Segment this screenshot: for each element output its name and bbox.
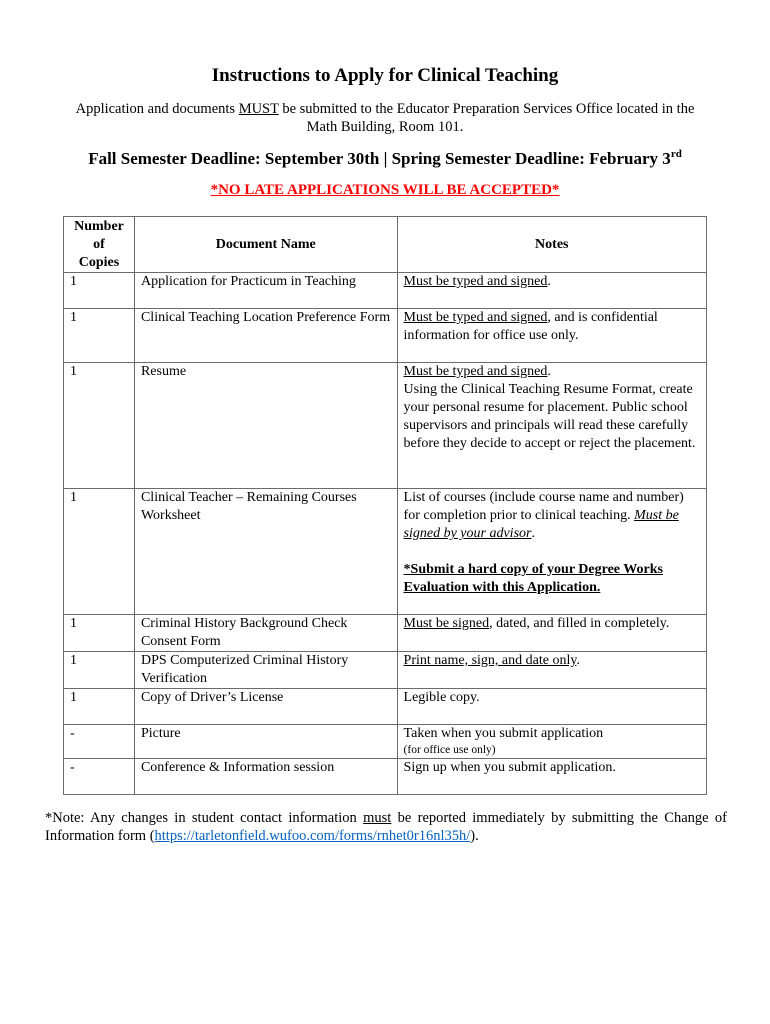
notes-cell <box>397 273 706 309</box>
note-underlined: Must be signed <box>403 616 490 631</box>
header-document-name: Document Name <box>134 217 397 273</box>
document-cell: Clinical Teaching Location Preference Form <box>134 309 397 363</box>
documents-table <box>63 216 707 795</box>
intro-text-start: Application and documents <box>75 101 239 117</box>
notes-cell <box>397 309 706 363</box>
copies-cell: 1 <box>64 489 135 615</box>
copies-cell: 1 <box>64 615 135 652</box>
notes-cell: Sign up when you submit application. <box>397 759 706 795</box>
note-text: List of courses (include course name and number) for completion prior to clinical teaching. <box>403 490 684 523</box>
note-bold-underlined: *Submit a hard copy of your Degree Works Evaluation with this Application. <box>403 562 663 595</box>
header-notes: Notes <box>397 217 706 273</box>
table-row <box>64 489 707 615</box>
table-row <box>64 615 707 652</box>
note-text-middle: be reported immediately by submitting the Change of Information form ( <box>45 810 728 844</box>
notes-cell <box>397 725 706 759</box>
no-late-warning: *NO LATE APPLICATIONS WILL BE ACCEPTED* <box>210 182 560 198</box>
copies-cell: 1 <box>64 273 135 309</box>
document-cell: Picture <box>134 725 397 759</box>
notes-cell: Legible copy. <box>397 689 706 725</box>
page-title: Instructions to Apply for Clinical Teaching <box>211 65 559 86</box>
header-copies-line2: of <box>93 236 105 252</box>
copies-cell: 1 <box>64 309 135 363</box>
note-underlined: Must be typed and signed <box>403 364 548 379</box>
header-copies-line3: Copies <box>78 254 120 270</box>
copies-cell: - <box>64 759 135 795</box>
header-copies <box>64 217 135 273</box>
notes-cell <box>397 489 706 615</box>
notes-cell <box>397 615 706 652</box>
document-cell: Resume <box>134 363 397 489</box>
change-of-information-link[interactable]: https://tarletonfield.wufoo.com/forms/rnhet0r16nl35h/ <box>154 828 471 844</box>
note-small: (for office use only) <box>403 744 496 756</box>
intro-text-line2: Math Building, Room 101. <box>306 119 464 135</box>
deadline-text: Fall Semester Deadline: September 30th | Spring Semester Deadline: February 3 <box>88 149 671 168</box>
table-row <box>64 725 707 759</box>
note-text-start: *Note: Any changes in student contact information <box>45 810 364 826</box>
note-text: . <box>547 274 551 289</box>
document-cell: Criminal History Background Check Consent Form <box>134 615 397 652</box>
note-italic-underlined: Must be signed by your advisor <box>403 508 679 541</box>
note-underlined: Must be typed and signed <box>403 310 548 325</box>
intro-text-line1: be submitted to the Educator Preparation Services Office located in the <box>278 101 695 117</box>
table-row <box>64 273 707 309</box>
document-cell: Copy of Driver’s License <box>134 689 397 725</box>
note-text: , and is confidential information for office use only. <box>403 310 658 343</box>
table-row <box>64 689 707 725</box>
note-text: Taken when you submit application <box>403 726 604 741</box>
notes-cell <box>397 363 706 489</box>
note-underlined: Print name, sign, and date only <box>403 653 577 668</box>
document-cell: Conference & Information session <box>134 759 397 795</box>
intro-must: MUST <box>238 101 279 117</box>
document-cell: Clinical Teacher – Remaining Courses Worksheet <box>134 489 397 615</box>
table-row <box>64 759 707 795</box>
note-text-end: . <box>531 526 535 541</box>
copies-cell: 1 <box>64 652 135 689</box>
note-text: , dated, and filled in completely. <box>489 616 670 631</box>
note-text-end: ). <box>470 828 479 844</box>
copies-cell: 1 <box>64 363 135 489</box>
table-row <box>64 363 707 489</box>
document-cell: Application for Practicum in Teaching <box>134 273 397 309</box>
note-text: . <box>576 653 580 668</box>
note-text: . <box>547 364 551 379</box>
note-underlined: Must be typed and signed <box>403 274 548 289</box>
deadline-superscript: rd <box>670 148 682 160</box>
table-row <box>64 309 707 363</box>
table-row <box>64 652 707 689</box>
copies-cell: 1 <box>64 689 135 725</box>
copies-cell: - <box>64 725 135 759</box>
header-copies-line1: Number <box>74 218 124 234</box>
note-extra: Using the Clinical Teaching Resume Format, create your personal resume for placement. Public school supervisors and principals will read these carefully before they decide to accept or reject the placement. <box>403 382 696 451</box>
table-header-row <box>64 217 707 273</box>
notes-cell <box>397 652 706 689</box>
intro-paragraph <box>55 100 715 136</box>
deadline-heading <box>0 147 770 171</box>
note-must: must <box>363 810 392 826</box>
document-cell: DPS Computerized Criminal History Verification <box>134 652 397 689</box>
footer-note <box>45 809 727 845</box>
